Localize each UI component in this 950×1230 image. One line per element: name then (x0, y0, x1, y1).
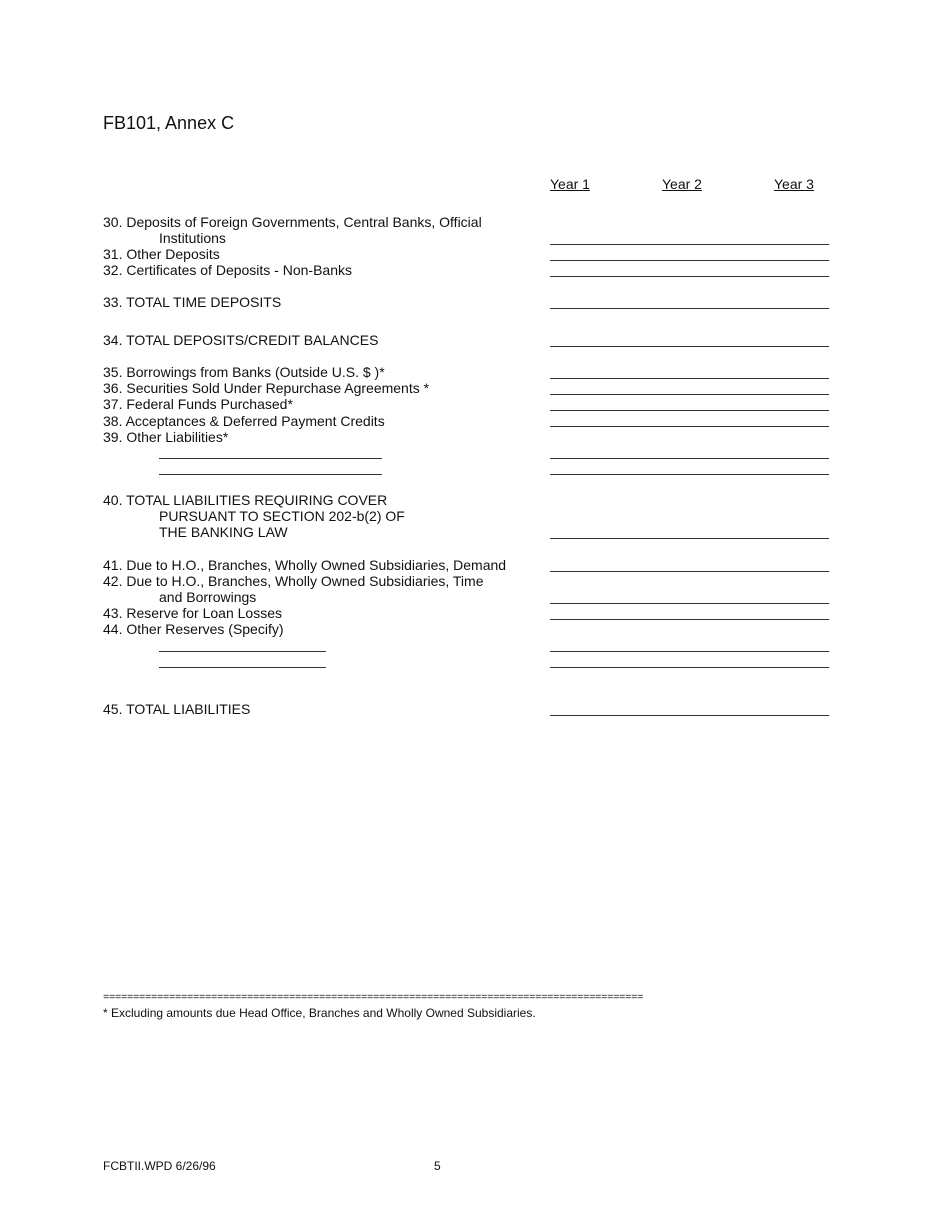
item-39-specify-line-2[interactable] (159, 474, 382, 475)
column-header-year-3: Year 3 (774, 176, 814, 192)
item-40-answer-line[interactable] (550, 538, 829, 539)
item-41-answer-line[interactable] (550, 571, 829, 572)
item-33-label: 33. TOTAL TIME DEPOSITS (103, 294, 282, 310)
item-34-answer-line[interactable] (550, 346, 829, 347)
item-31-answer-line[interactable] (550, 260, 829, 261)
item-32-answer-line[interactable] (550, 276, 829, 277)
item-30-answer-line[interactable] (550, 244, 829, 245)
item-33-answer-line[interactable] (550, 308, 829, 309)
item-42-label: 42. Due to H.O., Branches, Wholly Owned Subsidiaries, Time (103, 573, 484, 589)
item-31-label: 31. Other Deposits (103, 246, 220, 262)
footnote: * Excluding amounts due Head Office, Branches and Wholly Owned Subsidiaries. (103, 1006, 536, 1020)
footer-doc-id: FCBTII.WPD 6/26/96 (103, 1159, 216, 1173)
item-42-label-cont: and Borrowings (159, 589, 257, 605)
item-43-label: 43. Reserve for Loan Losses (103, 605, 282, 621)
item-39-specify-line-1[interactable] (159, 458, 382, 459)
item-32-label: 32. Certificates of Deposits - Non-Banks (103, 262, 352, 278)
item-40-label-cont-2: THE BANKING LAW (159, 524, 288, 540)
item-34-label: 34. TOTAL DEPOSITS/CREDIT BALANCES (103, 332, 379, 348)
footer-page-number: 5 (434, 1159, 441, 1173)
item-36-answer-line[interactable] (550, 394, 829, 395)
page-title: FB101, Annex C (103, 113, 235, 133)
item-30-label-cont: Institutions (159, 230, 226, 246)
item-44-label: 44. Other Reserves (Specify) (103, 621, 284, 637)
item-39-answer-line-2[interactable] (550, 474, 829, 475)
item-45-answer-line[interactable] (550, 715, 829, 716)
separator-line: ========================================================================================== (103, 992, 644, 1004)
column-header-year-2: Year 2 (662, 176, 702, 192)
item-38-label: 38. Acceptances & Deferred Payment Credits (103, 413, 385, 429)
item-44-answer-line-2[interactable] (550, 667, 829, 668)
item-35-label: 35. Borrowings from Banks (Outside U.S. $ )* (103, 364, 385, 380)
item-42-answer-line[interactable] (550, 603, 829, 604)
item-35-answer-line[interactable] (550, 378, 829, 379)
item-30-label: 30. Deposits of Foreign Governments, Central Banks, Official (103, 214, 482, 230)
item-45-label: 45. TOTAL LIABILITIES (103, 701, 251, 717)
item-44-specify-line-2[interactable] (159, 667, 326, 668)
item-37-answer-line[interactable] (550, 410, 829, 411)
item-40-label: 40. TOTAL LIABILITIES REQUIRING COVER (103, 492, 388, 508)
column-header-year-1: Year 1 (550, 176, 590, 192)
item-39-answer-line-1[interactable] (550, 458, 829, 459)
item-38-answer-line[interactable] (550, 426, 829, 427)
item-37-label: 37. Federal Funds Purchased* (103, 396, 293, 412)
item-36-label: 36. Securities Sold Under Repurchase Agreements * (103, 380, 430, 396)
item-44-answer-line-1[interactable] (550, 651, 829, 652)
item-43-answer-line[interactable] (550, 619, 829, 620)
item-40-label-cont-1: PURSUANT TO SECTION 202-b(2) OF (159, 508, 405, 524)
item-39-label: 39. Other Liabilities* (103, 429, 229, 445)
item-41-label: 41. Due to H.O., Branches, Wholly Owned Subsidiaries, Demand (103, 557, 507, 573)
item-44-specify-line-1[interactable] (159, 651, 326, 652)
